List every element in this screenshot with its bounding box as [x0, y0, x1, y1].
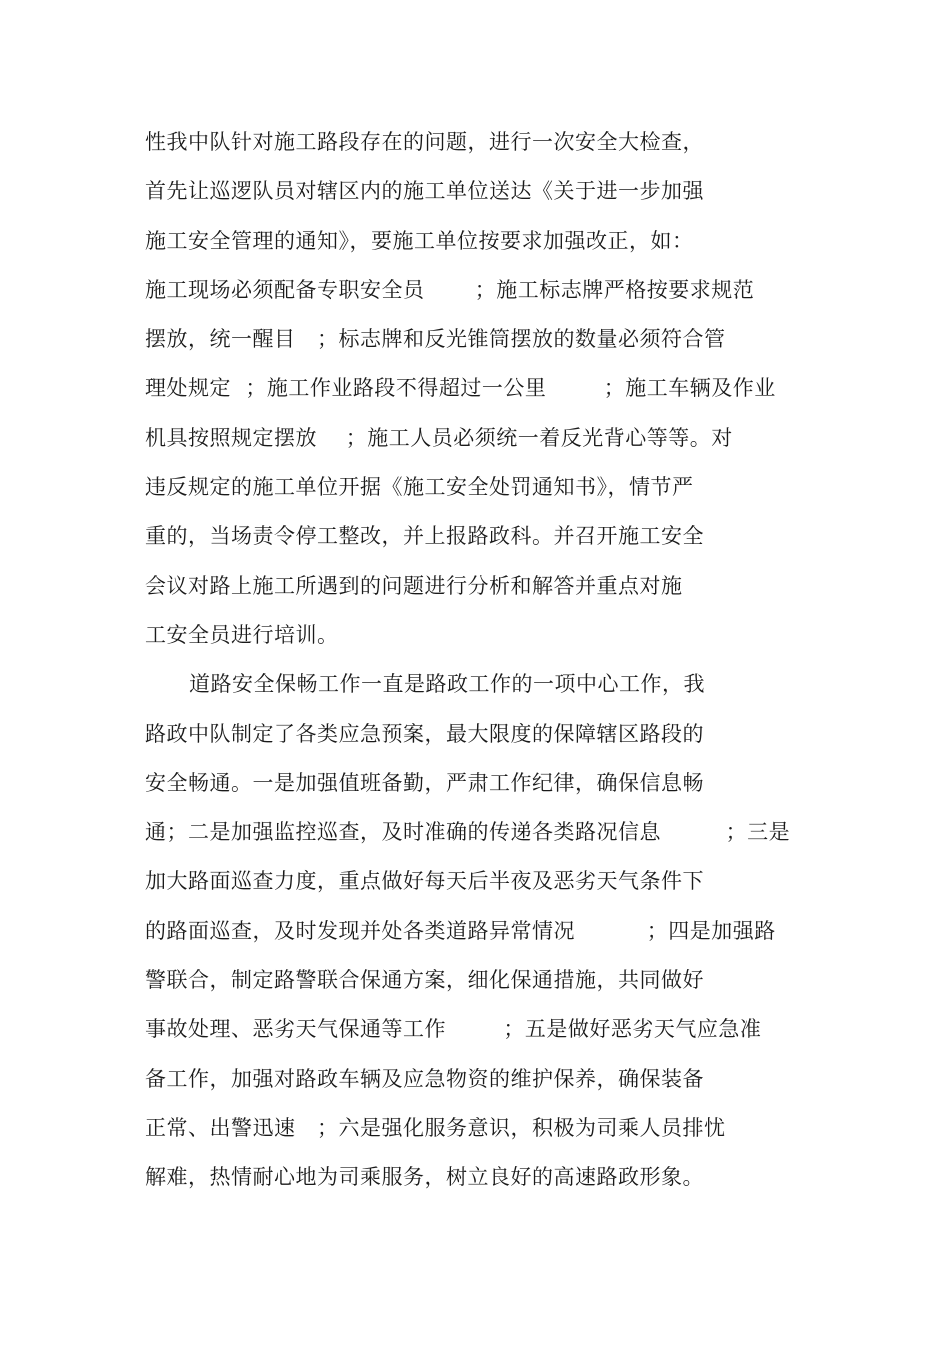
- text-line: 道路安全保畅工作一直是路政工作的一项中心工作，我: [189, 672, 705, 697]
- text-line: 备工作，加强对路政车辆及应急物资的维护保养，确保装备: [145, 1066, 704, 1091]
- text-line: 施工现场必须配备专职安全员 ；施工标志牌严格按要求规范: [145, 277, 755, 302]
- text-line: 工安全员进行培训。: [145, 622, 339, 647]
- text-line: 安全畅通。一是加强值班备勤，严肃工作纪律，确保信息畅: [145, 770, 704, 795]
- text-line: 会议对路上施工所遇到的问题进行分析和解答并重点对施: [145, 573, 683, 598]
- document-body: [145, 120, 845, 1205]
- text-line: 摆放，统一醒目 ；标志牌和反光锥筒摆放的数量必须符合管: [145, 327, 726, 352]
- text-line: 解难，热情耐心地为司乘服务，树立良好的高速路政形象。: [145, 1165, 704, 1190]
- text-line: 事故处理、恶劣天气保通等工作 ；五是做好恶劣天气应急准: [145, 1017, 762, 1042]
- text-line: 路政中队制定了各类应急预案，最大限度的保障辖区路段的: [145, 721, 704, 746]
- text-line: 施工安全管理的通知》，要施工单位按要求加强改正，如：: [145, 228, 694, 253]
- text-line: 性我中队针对施工路段存在的问题，进行一次安全大检查，: [145, 130, 704, 154]
- text-line: 正常、出警迅速 ；六是强化服务意识，积极为司乘人员排忧: [145, 1115, 726, 1140]
- text-line: 通；二是加强监控巡查，及时准确的传递各类路况信息 ；三是: [145, 820, 791, 845]
- text-line: 警联合，制定路警联合保通方案，细化保通措施，共同做好: [145, 968, 704, 993]
- text-line: 机具按照规定摆放 ；施工人员必须统一着反光背心等等。对: [145, 425, 733, 450]
- paragraph-construction-safety: [145, 120, 845, 662]
- paragraph-road-safety: [145, 662, 845, 1204]
- text-line: 理处规定 ；施工作业路段不得超过一公里 ；施工车辆及作业: [145, 376, 776, 401]
- text-line: 的路面巡查，及时发现并处各类道路异常情况 ；四是加强路: [145, 918, 776, 943]
- text-line: 加大路面巡查力度，重点做好每天后半夜及恶劣天气条件下: [145, 869, 704, 894]
- text-line: 重的，当场责令停工整改，并上报路政科。并召开施工安全: [145, 524, 704, 549]
- text-line: 违反规定的施工单位开据《施工安全处罚通知书》，情节严: [145, 475, 694, 500]
- text-line: 首先让巡逻队员对辖区内的施工单位送达《关于进一步加强: [145, 179, 704, 204]
